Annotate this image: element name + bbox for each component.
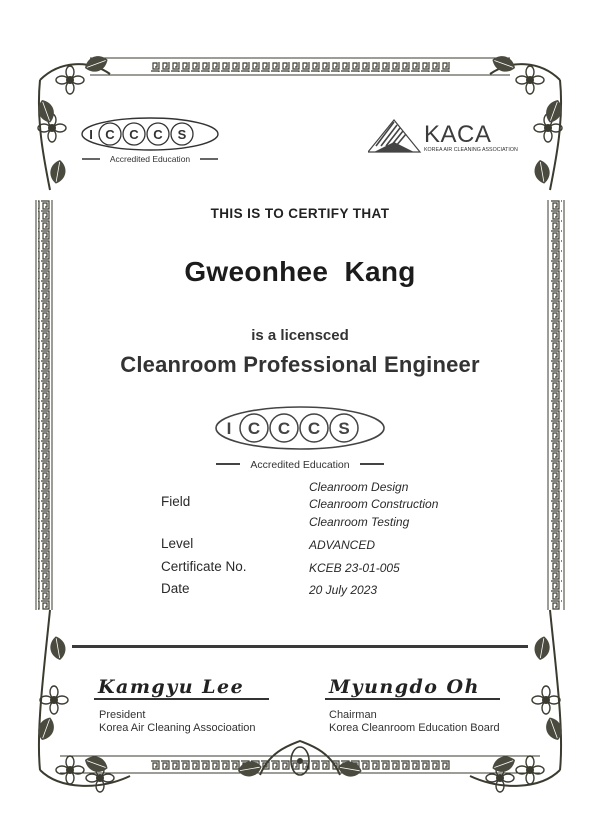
iccs-letter: C <box>129 127 139 142</box>
date-value: 20 July 2023 <box>309 583 378 597</box>
iccs-caption: Accredited Education <box>109 154 191 164</box>
field-value-3: Cleanroom Testing <box>309 515 410 529</box>
signature-line <box>94 698 269 700</box>
signer-organization: Korea Air Cleaning Associoation <box>99 722 256 734</box>
iccs-letter: I <box>226 419 232 438</box>
signature-chairman: Myungdo Oh <box>329 676 480 698</box>
signer-organization: Korea Cleanroom Education Board <box>329 722 500 734</box>
level-label: Level <box>161 536 194 551</box>
field-value-2: Cleanroom Construction <box>309 497 439 511</box>
kaca-wordmark: KACA <box>424 121 492 148</box>
iccs-logo-top <box>76 115 224 165</box>
field-label: Field <box>161 494 191 509</box>
level-value: ADVANCED <box>309 538 376 552</box>
iccs-letter: C <box>307 419 321 438</box>
signature-line <box>325 698 500 700</box>
kaca-logo <box>368 116 528 156</box>
signer-role: Chairman <box>329 709 377 721</box>
iccs-letter: S <box>338 419 350 438</box>
date-label: Date <box>161 581 190 596</box>
iccs-letter: C <box>105 127 115 142</box>
iccs-logo-center <box>210 403 390 473</box>
kaca-caption: KOREA AIR CLEANING ASSOCIATION <box>424 147 518 153</box>
field-value-1: Cleanroom Design <box>309 480 409 494</box>
iccs-caption: Accredited Education <box>250 459 350 471</box>
iccs-letter: C <box>153 127 163 142</box>
recipient-name: Gweonhee Kang <box>184 256 416 287</box>
licensed-text: is a licensced <box>251 327 349 344</box>
iccs-letter: S <box>177 127 187 142</box>
certificate-number-label: Certificate No. <box>161 559 247 574</box>
signer-role: President <box>99 709 146 721</box>
certify-heading: THIS IS TO CERTIFY THAT <box>210 206 390 221</box>
certificate-number-value: KCEB 23-01-005 <box>309 561 400 575</box>
iccs-letter: C <box>247 419 261 438</box>
signature-president: Kamgyu Lee <box>98 676 245 698</box>
divider-rule <box>72 645 528 648</box>
iccs-letter: C <box>277 419 291 438</box>
certificate-title: Cleanroom Professional Engineer <box>120 352 480 377</box>
iccs-letter: I <box>89 127 93 142</box>
